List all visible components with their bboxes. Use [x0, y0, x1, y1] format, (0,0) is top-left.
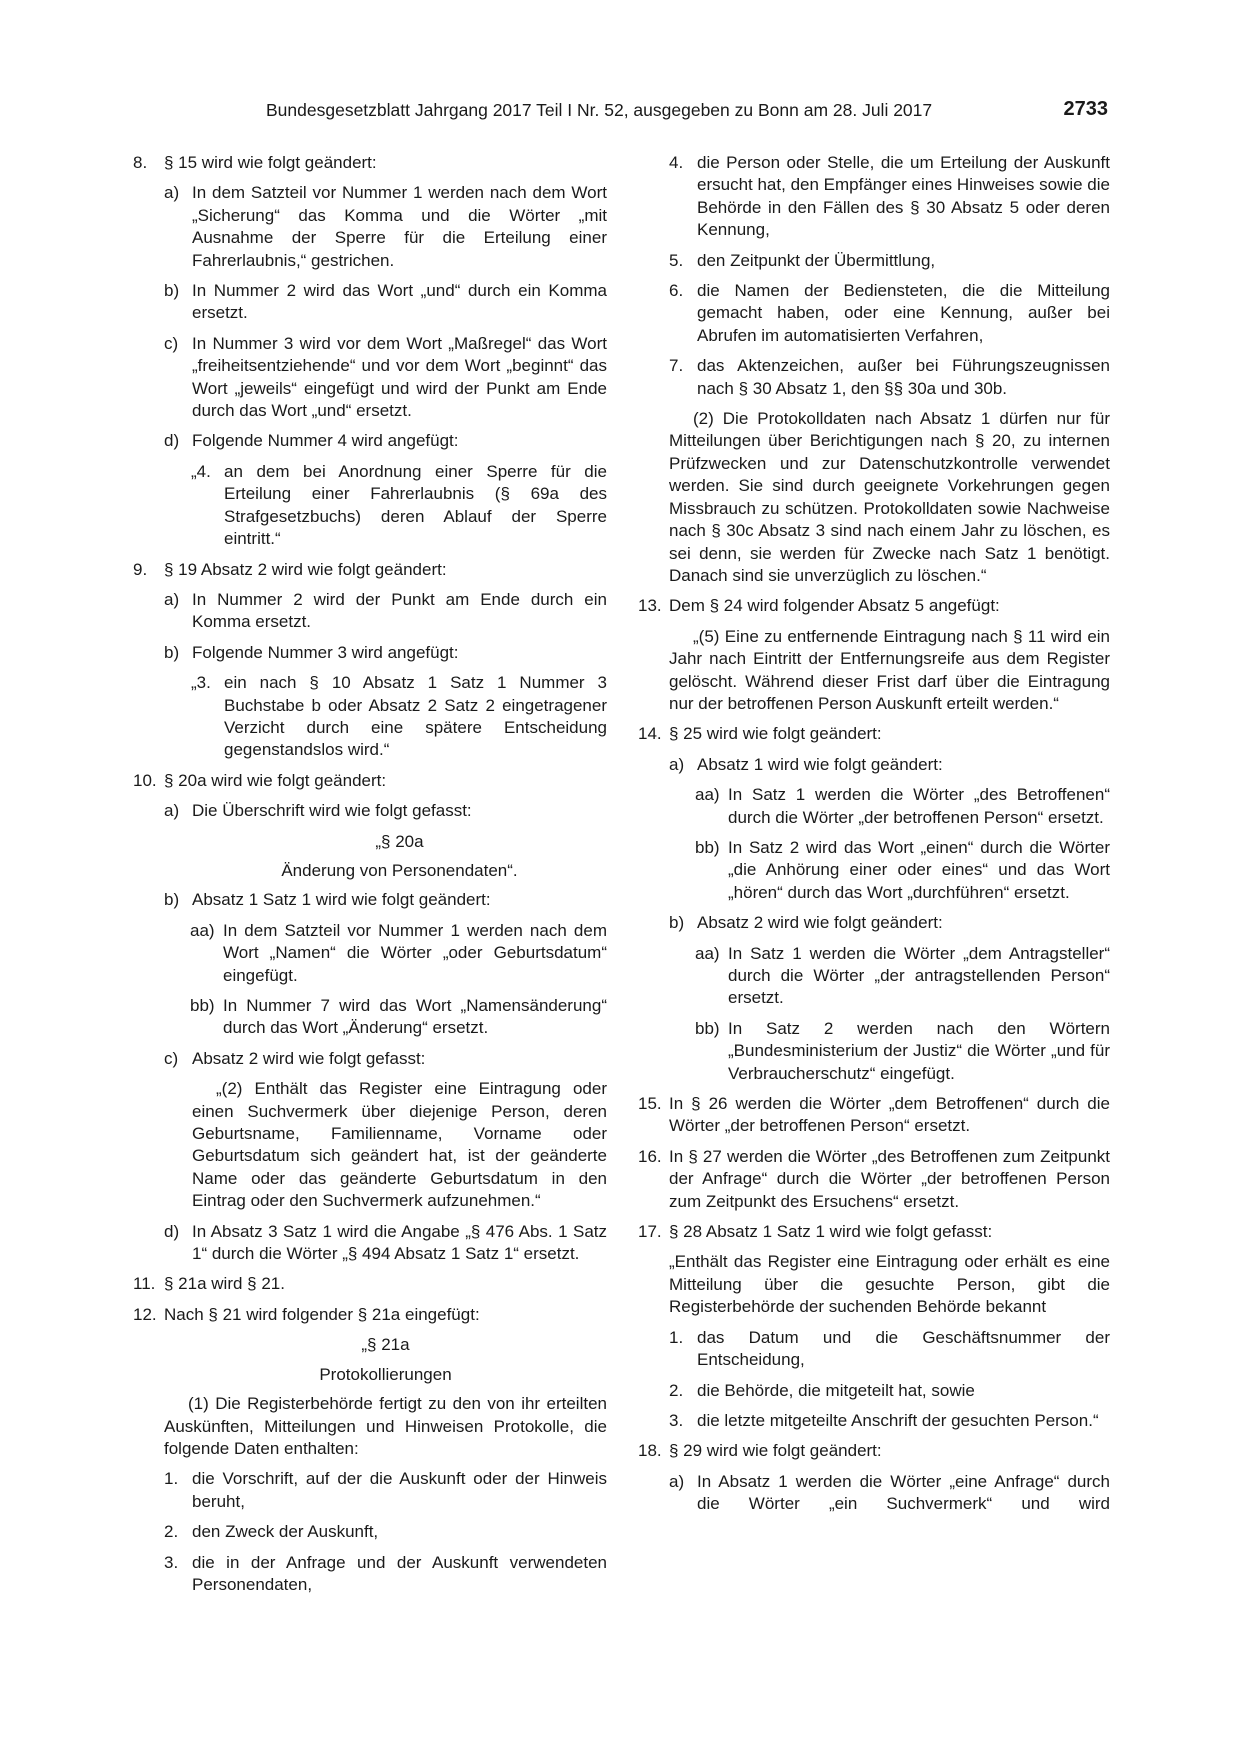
sub-item-text: Absatz 1 Satz 1 wird wie folgt geändert:	[192, 890, 491, 910]
numbered-item	[133, 1521, 607, 1543]
list-item	[638, 1440, 1110, 1462]
sub-item-letter: b)	[164, 890, 180, 910]
sub-sub-item-label: bb)	[695, 1018, 720, 1038]
numbered-item-number: 5.	[669, 250, 684, 270]
numbered-item-number: 2.	[164, 1522, 179, 1542]
sub-item	[638, 1471, 1110, 1516]
paragraph-text: (1) Die Registerbehörde fertigt zu den von ihr erteilten Auskünften, Mitteilungen und Hinweisen Protokolle, die folgende Daten enthalten:	[164, 1394, 607, 1458]
list-item	[638, 723, 1110, 745]
sub-item-text: In Nummer 3 wird vor dem Wort „Maßregel“ das Wort „freiheitsentziehende“ und vor dem Wort „beginnt“ das Wort „jeweils“ eingefügt und wird der Punkt am Ende durch das Wort „und“ ersetzt.	[192, 333, 607, 421]
numbered-item	[638, 152, 1110, 242]
sub-sub-item	[133, 920, 607, 987]
left-column	[133, 152, 607, 1604]
item-text: § 28 Absatz 1 Satz 1 wird wie folgt gefasst:	[669, 1222, 993, 1242]
sub-item-text: Absatz 2 wird wie folgt geändert:	[697, 913, 943, 933]
sub-item-text: Folgende Nummer 4 wird angefügt:	[192, 431, 459, 451]
sub-sub-item-label: bb)	[190, 996, 215, 1015]
quoted-item-number: „3.	[191, 673, 211, 693]
list-item	[133, 1304, 607, 1326]
sub-item-text: In Absatz 1 werden die Wörter „eine Anfrage“ durch die Wörter „ein Suchvermerk“ und wird	[697, 1471, 1110, 1514]
item-number: 9.	[133, 559, 148, 579]
sub-item	[133, 1221, 607, 1266]
numbered-item-text: den Zweck der Auskunft,	[192, 1522, 379, 1542]
numbered-item-text: die Vorschrift, auf der die Auskunft oder der Hinweis beruht,	[192, 1469, 607, 1511]
sub-sub-item-label: aa)	[695, 785, 720, 805]
sub-item	[638, 754, 1110, 776]
quoted-item-text: an dem bei Anordnung einer Sperre für die Erteilung einer Fahrerlaubnis (§ 69a des Strafgesetzbuchs) deren Ablauf der Sperre eintritt.“	[224, 461, 607, 549]
item-text: In § 26 werden die Wörter „dem Betroffenen“ durch die Wörter „der betroffenen Person“ ersetzt.	[669, 1094, 1110, 1136]
sub-item-letter: d)	[164, 1221, 180, 1241]
page-number: 2733	[1063, 98, 1108, 120]
sub-sub-item	[133, 995, 607, 1040]
sub-item	[638, 912, 1110, 934]
section-heading-number: „§ 21a	[361, 1335, 410, 1355]
sub-item-text: Absatz 2 wird wie folgt gefasst:	[192, 1048, 426, 1068]
numbered-item-text: den Zeitpunkt der Übermittlung,	[697, 250, 936, 270]
numbered-item	[638, 1380, 1110, 1402]
sub-item-text: In Absatz 3 Satz 1 wird die Angabe „§ 476 Abs. 1 Satz 1“ durch die Wörter „§ 494 Absatz 1 Satz 1“ ersetzt.	[192, 1221, 607, 1264]
sub-item-text: In Nummer 2 wird der Punkt am Ende durch ein Komma ersetzt.	[192, 589, 607, 632]
item-text: § 29 wird wie folgt geändert:	[669, 1441, 882, 1461]
sub-item-letter: b)	[164, 642, 180, 662]
sub-item-text: In dem Satzteil vor Nummer 1 werden nach dem Wort „Sicherung“ das Komma und die Wörter „mit Ausnahme der Sperre für die Erteilung einer Fahrerlaubnis,“ gestrichen.	[192, 183, 607, 270]
sub-item-letter: c)	[164, 333, 179, 353]
item-number: 16.	[638, 1146, 662, 1166]
sub-item-text: Folgende Nummer 3 wird angefügt:	[192, 642, 459, 662]
numbered-item-text: das Datum und die Geschäftsnummer der Entscheidung,	[697, 1327, 1110, 1370]
sub-item	[133, 182, 607, 272]
sub-sub-item-text: In Nummer 7 wird das Wort „Namensänderung“ durch das Wort „Änderung“ ersetzt.	[223, 996, 607, 1038]
item-text: § 25 wird wie folgt geändert:	[669, 724, 882, 744]
sub-sub-item-label: aa)	[695, 943, 720, 963]
quoted-paragraph-text: „(2) Enthält das Register eine Eintragung oder einen Suchvermerk über diejenige Person, deren Geburtsname, Familienname, Vorname oder Geburtsdatum sich geändert hat, ist der geänderte Name oder das geänderte Geburtsdatum in den Eintrag oder den Suchvermerk aufzunehmen.“	[192, 1079, 607, 1211]
sub-sub-item-text: In Satz 1 werden die Wörter „dem Antragsteller“ durch die Wörter „der antragstellenden Person“ ersetzt.	[728, 943, 1110, 1008]
sub-item	[133, 430, 607, 452]
numbered-item-text: die Behörde, die mitgeteilt hat, sowie	[697, 1380, 975, 1400]
item-text: § 19 Absatz 2 wird wie folgt geändert:	[164, 559, 447, 579]
sub-item	[133, 800, 607, 822]
item-text: Nach § 21 wird folgender § 21a eingefügt:	[164, 1304, 480, 1324]
sub-item-letter: a)	[164, 183, 180, 203]
sub-item-letter: a)	[164, 801, 180, 821]
numbered-item-text: die Namen der Bediensteten, die die Mitteilung gemacht haben, oder eine Kennung, außer bei Abrufen im automatisierten Verfahren,	[697, 281, 1110, 345]
quoted-item	[133, 672, 607, 762]
sub-item-letter: b)	[164, 281, 180, 301]
sub-item-text: Absatz 1 wird wie folgt geändert:	[697, 754, 943, 774]
sub-item	[133, 1048, 607, 1070]
page-header	[133, 100, 1108, 124]
numbered-item	[638, 1327, 1110, 1372]
numbered-item-number: 3.	[164, 1552, 179, 1572]
list-item	[638, 1146, 1110, 1213]
sub-sub-item-text: In dem Satzteil vor Nummer 1 werden nach dem Wort „Namen“ die Wörter „oder Geburtsdatum“ eingefügt.	[223, 920, 607, 985]
sub-sub-item	[638, 837, 1110, 904]
sub-item-text: In Nummer 2 wird das Wort „und“ durch ein Komma ersetzt.	[192, 281, 607, 323]
quoted-item	[133, 461, 607, 551]
item-number: 15.	[638, 1094, 662, 1114]
item-number: 17.	[638, 1222, 662, 1242]
sub-item-letter: b)	[669, 913, 685, 933]
sub-item	[133, 280, 607, 325]
sub-sub-item	[638, 784, 1110, 829]
sub-item	[133, 889, 607, 911]
sub-sub-item-label: bb)	[695, 837, 720, 857]
numbered-item-number: 7.	[669, 356, 684, 376]
numbered-item	[638, 1410, 1110, 1432]
list-item	[638, 1221, 1110, 1243]
numbered-item	[133, 1468, 607, 1513]
numbered-item	[133, 1552, 607, 1597]
item-text: In § 27 werden die Wörter „des Betroffenen zum Zeitpunkt der Anfrage“ durch die Wörter „der betroffenen Person zum Zeitpunkt des Ersuchens“ ersetzt.	[669, 1146, 1110, 1211]
sub-item	[133, 642, 607, 664]
sub-item	[133, 589, 607, 634]
list-item	[638, 1093, 1110, 1138]
item-number: 10.	[133, 770, 157, 790]
numbered-item-number: 1.	[669, 1327, 684, 1347]
right-column	[638, 152, 1110, 1524]
sub-item-letter: c)	[164, 1048, 179, 1068]
item-text: § 21a wird § 21.	[164, 1274, 285, 1294]
sub-item-letter: a)	[669, 754, 685, 774]
sub-sub-item-text: In Satz 1 werden die Wörter „des Betroffenen“ durch die Wörter „der betroffenen Person“ ersetzt.	[728, 785, 1110, 827]
paragraph-text: (2) Die Protokolldaten nach Absatz 1 dürfen nur für Mitteilungen über Berichtigungen nach § 20, zu internen Prüfzwecken und zur Datenschutzkontrolle verwendet werden. Sie sind durch geeignete Vorkehrungen gegen Missbrauch zu schützen. Protokolldaten sowie Nachweise nach § 30c Absatz 3 sind nach einem Jahr zu löschen, es sei denn, sie werden für Zwecke nach Satz 1 benötigt. Danach sind sie unverzüglich zu löschen.“	[669, 409, 1110, 585]
item-text: § 20a wird wie folgt geändert:	[164, 770, 387, 790]
paragraph	[638, 408, 1110, 587]
section-heading-title: Protokollierungen	[319, 1364, 452, 1384]
sub-item-letter: a)	[164, 589, 180, 609]
sub-item-letter: d)	[164, 431, 180, 451]
numbered-item-number: 2.	[669, 1380, 684, 1400]
quoted-paragraph	[638, 626, 1110, 716]
quoted-item-number: „4.	[191, 461, 211, 481]
list-item	[133, 152, 607, 174]
item-number: 18.	[638, 1441, 662, 1461]
sub-item	[133, 333, 607, 423]
quoted-item-text: ein nach § 10 Absatz 1 Satz 1 Nummer 3 Buchstabe b oder Absatz 2 Satz 2 eingetragener Verzicht durch eine spätere Entscheidung gegenstandslos wird.“	[224, 673, 607, 760]
list-item	[133, 1273, 607, 1295]
numbered-item	[638, 280, 1110, 347]
numbered-item-text: die letzte mitgeteilte Anschrift der gesuchten Person.“	[697, 1410, 1099, 1430]
sub-sub-item	[638, 1018, 1110, 1085]
numbered-item-text: das Aktenzeichen, außer bei Führungszeugnissen nach § 30 Absatz 1, den §§ 30a und 30b.	[697, 356, 1110, 398]
numbered-item-number: 3.	[669, 1410, 684, 1430]
quoted-paragraph	[133, 1078, 607, 1212]
numbered-item	[638, 250, 1110, 272]
numbered-item-text: die in der Anfrage und der Auskunft verwendeten Personendaten,	[192, 1552, 607, 1594]
header-title: Bundesgesetzblatt Jahrgang 2017 Teil I Nr. 52, ausgegeben zu Bonn am 28. Juli 2017	[266, 100, 933, 120]
quoted-paragraph-text: „(5) Eine zu entfernende Eintragung nach § 11 wird ein Jahr nach Eintritt der Entfernungsreife aus dem Register gelöscht. Während dieser Frist darf über die Eintragung nur der betroffenen Person Auskunft erteilt werden.“	[669, 626, 1110, 713]
quoted-paragraph	[638, 1251, 1110, 1318]
section-heading-number: „§ 20a	[375, 831, 424, 851]
item-number: 13.	[638, 596, 662, 616]
item-number: 14.	[638, 724, 662, 744]
sub-sub-item-text: In Satz 2 werden nach den Wörtern „Bundesministerium der Justiz“ die Wörter „und für Verbraucherschutz“ eingefügt.	[728, 1018, 1110, 1083]
section-heading-title: Änderung von Personendaten“.	[281, 860, 518, 880]
item-number: 12.	[133, 1304, 157, 1324]
item-number: 11.	[133, 1274, 156, 1294]
sub-sub-item	[638, 943, 1110, 1010]
item-text: § 15 wird wie folgt geändert:	[164, 153, 377, 172]
paragraph	[133, 1393, 607, 1460]
item-text: Dem § 24 wird folgender Absatz 5 angefügt:	[669, 596, 1000, 616]
numbered-item	[638, 355, 1110, 400]
numbered-item-number: 1.	[164, 1469, 179, 1489]
numbered-item-text: die Person oder Stelle, die um Erteilung der Auskunft ersucht hat, den Empfänger eines Hinweises sowie die Behörde in den Fällen des § 30 Absatz 5 oder deren Kennung,	[697, 153, 1110, 240]
numbered-item-number: 6.	[669, 281, 684, 301]
sub-sub-item-label: aa)	[190, 920, 215, 940]
item-number: 8.	[133, 153, 148, 172]
sub-item-letter: a)	[669, 1471, 685, 1491]
list-item	[638, 595, 1110, 617]
sub-sub-item-text: In Satz 2 wird das Wort „einen“ durch die Wörter „die Anhörung einer oder eines“ und das Wort „hören“ durch das Wort „durchführen“ ersetzt.	[728, 837, 1110, 902]
numbered-item-number: 4.	[669, 153, 684, 172]
sub-item-text: Die Überschrift wird wie folgt gefasst:	[192, 801, 472, 821]
list-item	[133, 559, 607, 581]
list-item	[133, 770, 607, 792]
quoted-paragraph-text: „Enthält das Register eine Eintragung oder erhält es eine Mitteilung über die gesuchte Person, gibt die Registerbehörde der suchenden Behörde bekannt	[669, 1252, 1110, 1317]
